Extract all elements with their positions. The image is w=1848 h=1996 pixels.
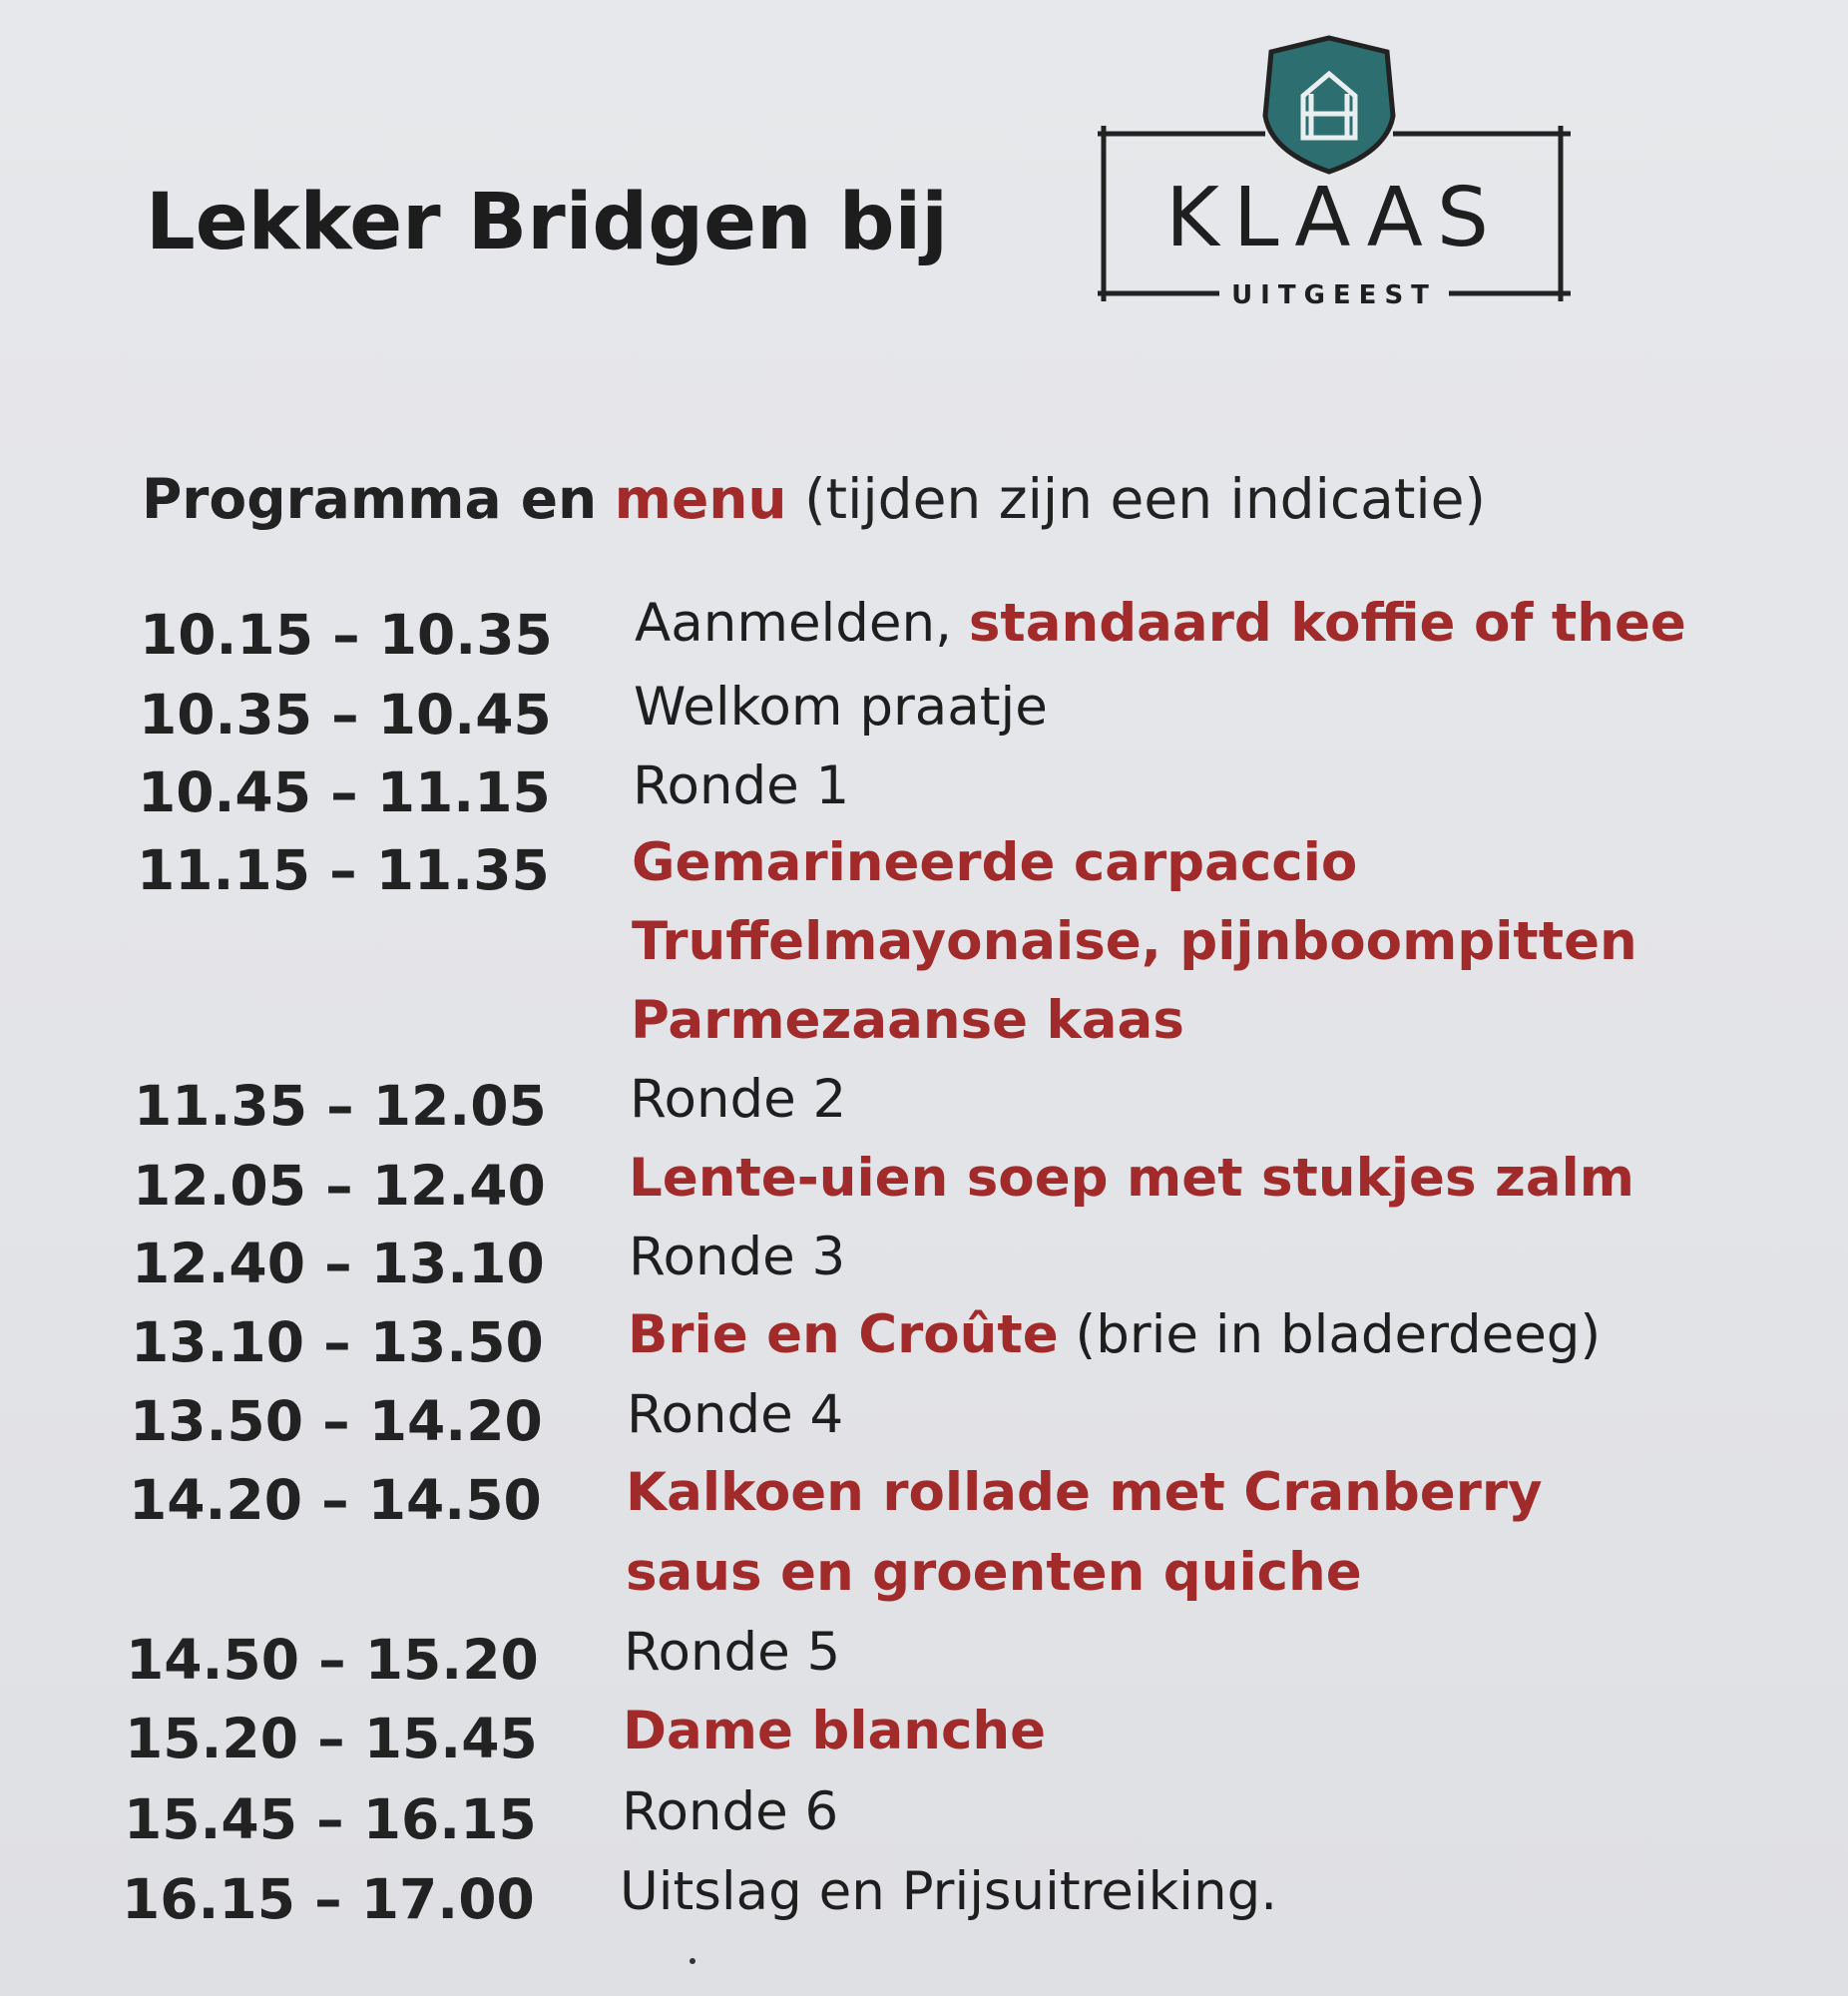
schedule-time: 15.20 – 15.45 — [125, 1707, 538, 1770]
subtitle-note: (tijden zijn een indicatie) — [804, 467, 1486, 531]
schedule-time: 10.15 – 10.35 — [140, 603, 553, 667]
description-note: (brie in bladerdeeg) — [1075, 1304, 1602, 1365]
schedule-time: 13.10 – 13.50 — [131, 1310, 544, 1374]
schedule-time: 12.05 – 12.40 — [133, 1154, 546, 1218]
schedule-description — [629, 1148, 1634, 1209]
description-text: Ronde 3 — [629, 1227, 846, 1287]
schedule-time: 11.15 – 11.35 — [137, 838, 550, 902]
menu-item: Lente-uien soep met stukjes zalm — [629, 1148, 1634, 1209]
menu-item: saus en groenten quiche — [626, 1542, 1362, 1603]
schedule-time: 13.50 – 14.20 — [130, 1389, 543, 1453]
description-text: Ronde 4 — [627, 1384, 844, 1445]
schedule-description — [629, 1227, 845, 1287]
schedule-time: 15.45 – 16.15 — [124, 1787, 537, 1851]
menu-item: Brie en Croûte — [628, 1304, 1059, 1365]
description-text: Ronde 1 — [633, 755, 850, 816]
menu-item: standaard koffie of thee — [968, 593, 1686, 654]
schedule-description — [626, 1542, 1362, 1603]
description-text: Uitslag en Prijsuitreiking. — [620, 1861, 1278, 1922]
schedule-description — [620, 1861, 1277, 1922]
schedule-time: 14.20 – 14.50 — [129, 1468, 542, 1532]
schedule-description — [628, 1304, 1601, 1365]
schedule-description — [632, 911, 1637, 972]
description-text: Ronde 6 — [622, 1781, 839, 1842]
description-text: Welkom praatje — [634, 677, 1048, 738]
subtitle-menu: menu — [614, 467, 787, 531]
schedule-time: 11.35 – 12.05 — [134, 1074, 547, 1138]
schedule-description — [622, 1781, 838, 1842]
subtitle-program: Programma en — [142, 467, 598, 531]
schedule-description — [633, 755, 849, 816]
schedule-description — [635, 593, 1686, 654]
schedule-time: 10.45 – 11.15 — [138, 760, 551, 824]
schedule-description — [630, 1069, 846, 1130]
paper-speck — [690, 1958, 695, 1964]
schedule-description — [623, 1701, 1046, 1761]
schedule-description — [631, 990, 1184, 1051]
svg-text:UITGEEST: UITGEEST — [1231, 280, 1437, 310]
page-title: Lekker Bridgen bij — [146, 178, 948, 267]
svg-text:KLAAS: KLAAS — [1165, 171, 1503, 265]
menu-item: Gemarineerde carpaccio — [632, 832, 1358, 893]
menu-item: Truffelmayonaise, pijnboompitten — [632, 911, 1637, 972]
menu-item: Dame blanche — [623, 1701, 1047, 1761]
schedule-description — [632, 832, 1357, 893]
menu-item: Parmezaanse kaas — [631, 990, 1184, 1051]
schedule-description — [634, 677, 1048, 738]
description-text: Ronde 5 — [624, 1622, 841, 1683]
schedule-time: 10.35 – 10.45 — [139, 683, 552, 747]
description-text: Aanmelden, — [635, 593, 952, 654]
schedule-description — [626, 1462, 1543, 1523]
description-text: Ronde 2 — [630, 1069, 847, 1130]
menu-item: Kalkoen rollade met Cranberry — [626, 1462, 1543, 1523]
schedule-time: 12.40 – 13.10 — [132, 1232, 545, 1295]
schedule-description — [624, 1622, 840, 1683]
schedule-time: 16.15 – 17.00 — [122, 1867, 535, 1931]
schedule-description — [627, 1384, 843, 1445]
schedule-time: 14.50 – 15.20 — [126, 1628, 539, 1692]
